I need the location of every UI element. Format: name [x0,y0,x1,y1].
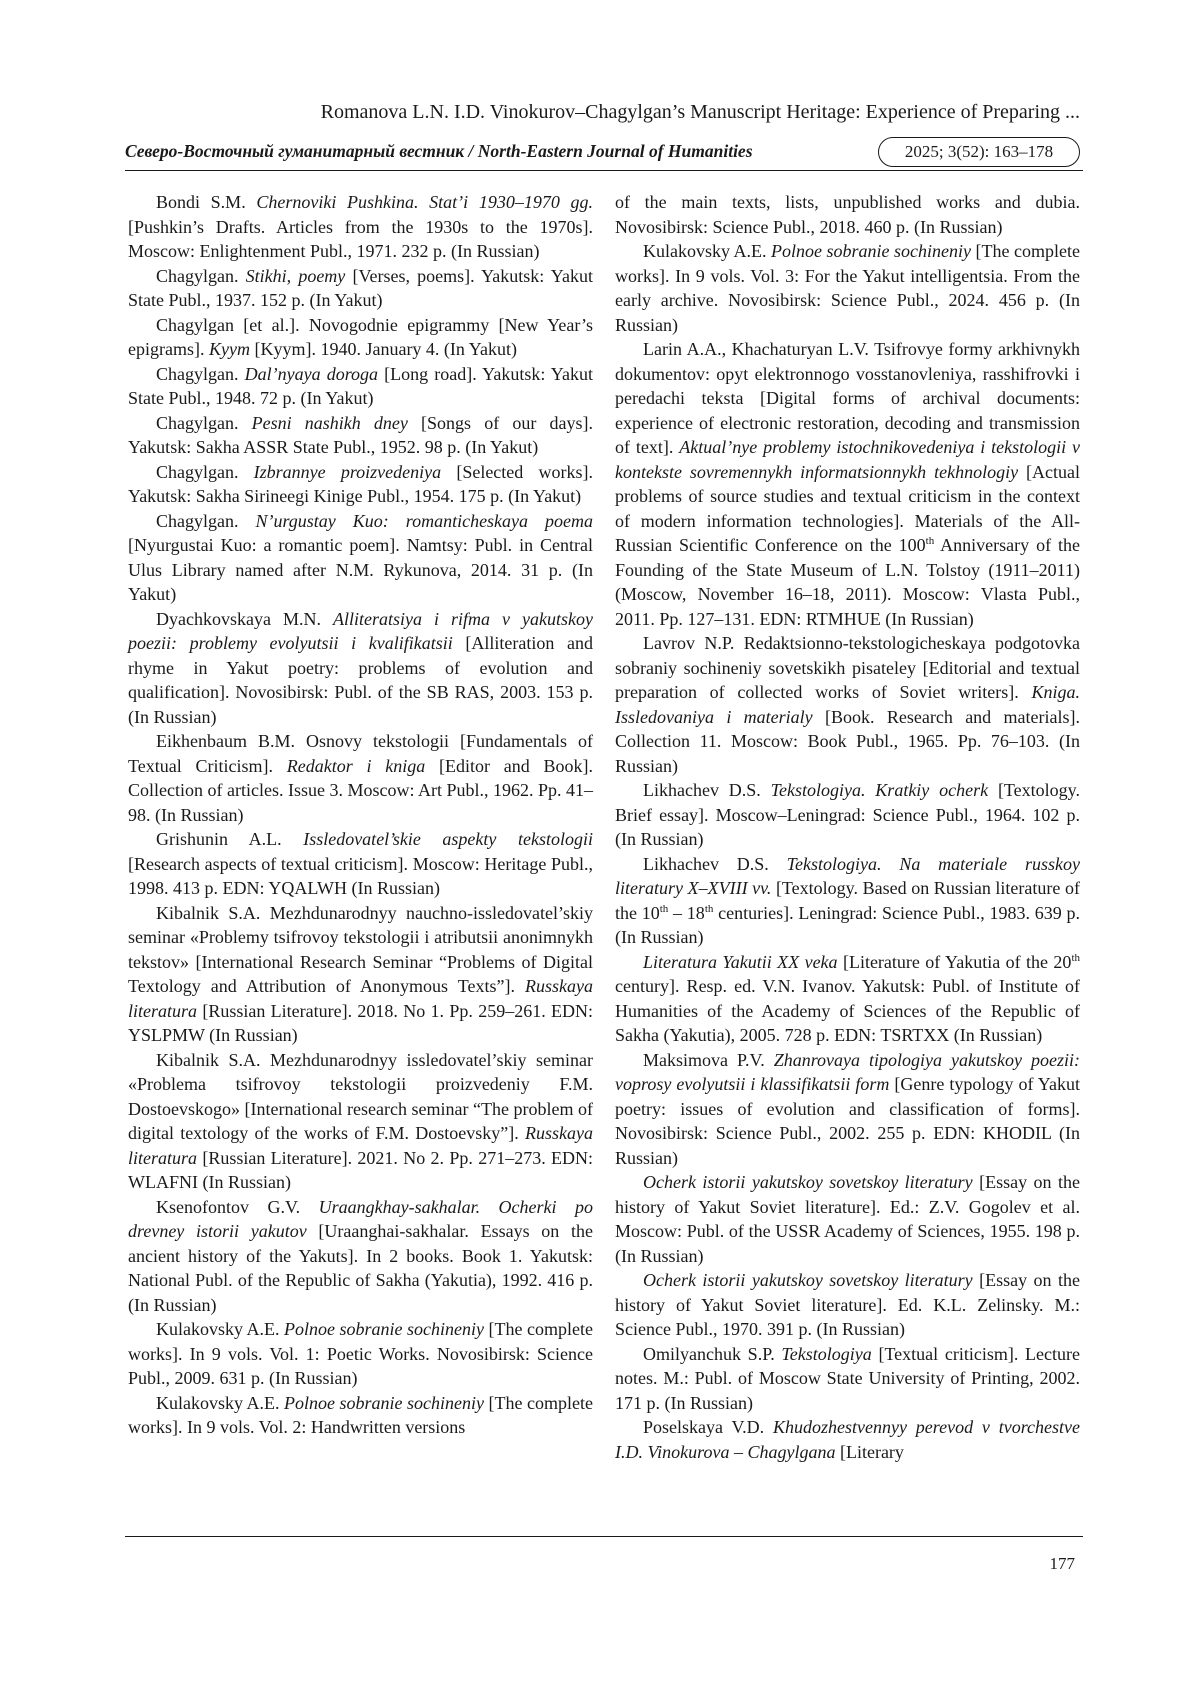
reference-entry: Grishunin A.L. Issledovatel’skie aspekty tekstologii [Research aspects of textual criticism]. Moscow: Heritage Publ., 1998. 413 p. EDN: YQALWH (In Russian) [128,829,593,898]
reference-entry: of the main texts, lists, unpublished works and dubia. Novosibirsk: Science Publ., 2018. 460 p. (In Russian) [615,192,1080,237]
references-left-column [128,190,593,1440]
reference-entry: Ocherk istorii yakutskoy sovetskoy literatury [Essay on the history of Yakut Soviet literature]. Ed. K.L. Zelinsky. M.: Science Publ., 1970. 391 p. (In Russian) [615,1270,1080,1339]
header-divider [125,170,1083,171]
reference-entry: Chagylgan. Izbrannye proizvedeniya [Selected works]. Yakutsk: Sakha Sirineegi Kinige Publ., 1954. 175 p. (In Yakut) [128,461,593,506]
reference-entry: Chagylgan [et al.]. Novogodnie epigrammy [New Year’s epigrams]. Kyym [Kyym]. 1940. January 4. (In Yakut) [128,314,593,359]
reference-entry: Kulakovsky A.E. Polnoe sobranie sochineniy [The complete works]. In 9 vols. Vol. 3: For the Yakut intelligentsia. From the early archive. Novosibirsk: Science Publ., 2024. 456 p. (In Russian) [615,241,1081,335]
issue-badge: 2025; 3(52): 163–178 [878,137,1080,167]
footer-divider [125,1536,1083,1537]
running-title: Romanova L.N. I.D. Vinokurov–Chagylgan’s Manuscript Heritage: Experience of Preparing ... [320,101,1080,123]
reference-entry: Omilyanchuk S.P. Tekstologiya [Textual criticism]. Lecture notes. M.: Publ. of Moscow State University of Printing, 2002. 171 p. (In Russian) [615,1343,1080,1413]
reference-entry: Kibalnik S.A. Mezhdunarodnyy nauchno-issledovatel’skiy seminar «Problemy tsifrovoy tekstologii i atributsii anonimnykh tekstov» [International Research Seminar “Problems of Digital Textology and Attribution of Anonymous Texts”]. Russkaya literatura [Russian Literature]. 2018. No 1. Pp. 259–261. EDN: YSLPMW (In Russian) [128,902,593,1045]
reference-entry: Kibalnik S.A. Mezhdunarodnyy issledovatel’skiy seminar «Problema tsifrovoy tekstologii proizvedeniy F.M. Dostoevskogo» [International research seminar “The problem of digital textology of the works of F.M. Dostoevsky”]. Russkaya literatura [Russian Literature]. 2021. No 2. Pp. 271–273. EDN: WLAFNI (In Russian) [128,1049,593,1192]
reference-entry: Literatura Yakutii XX veka [Literature of Yakutia of the 20th century]. Resp. ed. V.N. Ivanov. Yakutsk: Publ. of Institute of Humanities of the Academy of Sciences of the Republic of Sakha (Yakutia), 2005. 728 p. EDN: TSRTXX (In Russian) [615,951,1080,1045]
reference-entry: Dyachkovskaya M.N. Alliteratsiya i rifma v yakutskoy poezii: problemy evolyutsii i kvalifikatsii [Alliteration and rhyme in Yakut poetry: problems of evolution and qualification]. Novosibirsk: Publ. of the SB RAS, 2003. 153 p. (In Russian) [128,608,594,727]
reference-entry: Chagylgan. N’urgustay Kuo: romanticheskaya poema [Nyurgustai Kuo: a romantic poem]. Namtsy: Publ. in Central Ulus Library named after N.M. Rykunova, 2014. 31 p. (In Yakut) [128,510,593,604]
reference-entry: Eikhenbaum B.M. Osnovy tekstologii [Fundamentals of Textual Criticism]. Redaktor i kniga [Editor and Book]. Collection of articles. Issue 3. Moscow: Art Publ., 1962. Pp. 41–98. (In Russian) [128,731,593,825]
reference-entry: Chagylgan. Pesni nashikh dney [Songs of our days]. Yakutsk: Sakha ASSR State Publ., 1952. 98 p. (In Yakut) [128,412,593,457]
reference-entry: Larin A.A., Khachaturyan L.V. Tsifrovye formy arkhivnykh dokumentov: opyt elektronnogo vosstanovleniya, rasshifrovki i peredachi teksta [Digital forms of archival documents: experience of electronic restoration, decoding and transmission of text]. Aktual’nye problemy istochnikovedeniya i tekstologii v kontekste sovremennykh informatsionnykh tekhnologiy [Actual problems of source studies and textual criticism in the context of modern information technologies]. Materials of the All-Russian Scientific Conference on the 100th Anniversary of the Founding of the State Museum of L.N. Tolstoy (1911–2011) (Moscow, November 16–18, 2011). Moscow: Vlasta Publ., 2011. Pp. 127–131. EDN: RTMHUE (In Russian) [615,339,1081,629]
reference-entry: Maksimova P.V. Zhanrovaya tipologiya yakutskoy poezii: voprosy evolyutsii i klassifikatsii form [Genre typology of Yakut poetry: issues of evolution and classification of forms]. Novosibirsk: Science Publ., 2002. 255 p. EDN: KHODIL (In Russian) [615,1049,1080,1168]
reference-entry: Chagylgan. Stikhi, poemy [Verses, poems]. Yakutsk: Yakut State Publ., 1937. 152 p. (In Yakut) [128,265,593,310]
reference-entry: Likhachev D.S. Tekstologiya. Kratkiy ocherk [Textology. Brief essay]. Moscow–Leningrad: Science Publ., 1964. 102 p. (In Russian) [615,780,1080,849]
page-number: 177 [1049,1554,1075,1573]
references-right-column [615,190,1080,1464]
reference-entry: Kulakovsky A.E. Polnoe sobranie sochineniy [The complete works]. In 9 vols. Vol. 2: Handwritten versions [128,1392,594,1437]
reference-entry: Poselskaya V.D. Khudozhestvennyy perevod v tvorchestve I.D. Vinokurova – Chagylgana [Literary [615,1417,1081,1462]
reference-entry: Bondi S.M. Chernoviki Pushkina. Stat’i 1930–1970 gg. [Pushkin’s Drafts. Articles from the 1930s to the 1970s]. Moscow: Enlightenment Publ., 1971. 232 p. (In Russian) [128,192,593,261]
reference-entry: Ksenofontov G.V. Uraangkhay-sakhalar. Ocherki po drevney istorii yakutov [Uraanghai-sakhalar. Essays on the ancient history of the Yakuts]. In 2 books. Book 1. Yakutsk: National Publ. of the Republic of Sakha (Yakutia), 1992. 416 p. (In Russian) [128,1196,593,1315]
reference-entry: Chagylgan. Dal’nyaya doroga [Long road]. Yakutsk: Yakut State Publ., 1948. 72 p. (In Yakut) [128,363,593,408]
reference-entry: Ocherk istorii yakutskoy sovetskoy literatury [Essay on the history of Yakut Soviet literature]. Ed.: Z.V. Gogolev et al. Moscow: Publ. of the USSR Academy of Sciences, 1955. 198 p. (In Russian) [615,1172,1080,1266]
journal-title: Северо-Восточный гуманитарный вестник / North-Eastern Journal of Humanities [125,141,753,161]
reference-entry: Likhachev D.S. Tekstologiya. Na materiale russkoy literatury X–XVIII vv. [Textology. Based on Russian literature of the 10th – 18th centuries]. Leningrad: Science Publ., 1983. 639 p. (In Russian) [615,853,1081,947]
reference-entry: Lavrov N.P. Redaktsionno-tekstologicheskaya podgotovka sobraniy sochineniy sovetskikh pisateley [Editorial and textual preparation of collected works of Soviet writers]. Kniga. Issledovaniya i materialy [Book. Research and materials]. Collection 11. Moscow: Book Publ., 1965. Pp. 76–103. (In Russian) [615,633,1080,776]
reference-entry: Kulakovsky A.E. Polnoe sobranie sochineniy [The complete works]. In 9 vols. Vol. 1: Poetic Works. Novosibirsk: Science Publ., 2009. 631 p. (In Russian) [128,1319,594,1388]
